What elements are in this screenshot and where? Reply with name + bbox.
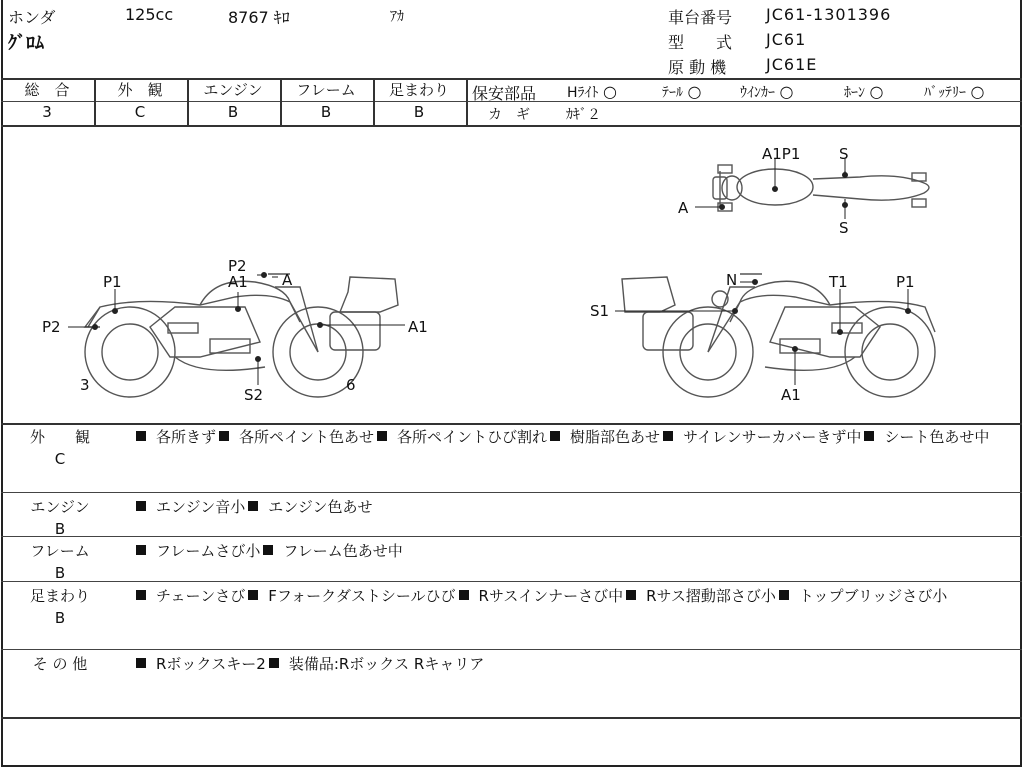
note-items [133,496,1013,519]
note-label: エンジン [30,498,90,516]
divider [1,423,1022,425]
divider [1,581,1022,582]
diagram-label: A [678,199,689,217]
safety-item-headlight [567,82,617,102]
note-item: 各所ペイントひび割れ [397,428,548,446]
displacement: 125cc [125,5,174,24]
engine-label: 原 動 機 [668,58,727,77]
engine-value: JC61E [766,55,818,74]
diagram-label: A1 [228,273,248,291]
key-value: ｶｷﾞ２ [566,107,601,123]
safety-item-winker [740,82,793,102]
note-item: 樹脂部色あせ [570,428,661,446]
note-label: フレーム [30,542,90,560]
bullet-square-icon [248,590,258,600]
safety-item-label: ﾊﾞｯﾃﾘｰ [924,85,966,101]
bullet-square-icon [864,431,874,441]
maker-name: ホンダ [8,8,56,27]
diagram-label: N [726,271,738,289]
engine-grade-label: エンジン [203,81,263,99]
bullet-square-icon [219,431,229,441]
note-items [133,653,1013,676]
divider [1,649,1022,650]
type-label: 型 式 [668,33,733,52]
frame-no-label: 車台番号 [668,8,733,27]
safety-item-label: Hﾗｲﾄ [567,85,599,101]
diagram-label: T1 [829,273,848,291]
diagram-label: S2 [244,386,264,404]
type-value: JC61 [766,30,807,49]
bullet-square-icon [136,545,146,555]
safety-item-label: ｳｲﾝｶｰ [740,85,775,101]
diagram-label: P1 [103,273,122,291]
engine-grade: B [227,103,239,121]
frame-grade: B [320,103,332,121]
diagram-label: A1 [781,386,801,404]
note-item: フレーム色あせ中 [283,542,403,560]
divider [1,492,1022,493]
key-label: カ ギ [488,107,530,123]
frame-no: JC61-1301396 [766,5,892,24]
bullet-square-icon [136,658,146,668]
note-item: エンジン色あせ [268,498,373,516]
ok-mark: ○ [687,82,702,101]
diagram-label: P2 [228,257,247,275]
bullet-square-icon [550,431,560,441]
suspension-grade-label: 足まわり [388,81,449,99]
note-items [133,540,1013,563]
bullet-square-icon [779,590,789,600]
overall-grade: 3 [42,103,52,121]
exterior-label: 外 観 [117,81,163,99]
note-grade: C [54,450,66,468]
safety-item-label: ﾃｰﾙ [662,85,683,101]
diagram-label: A1 [408,318,428,336]
diagram-label: P2 [42,318,61,336]
diagram-label: P1 [896,273,915,291]
bullet-square-icon [377,431,387,441]
note-items [133,426,1013,449]
safety-item-label: ﾎｰﾝ [844,85,865,101]
safety-label: 保安部品 [472,84,537,103]
note-item: シート色あせ中 [884,428,990,446]
suspension-grade: B [413,103,425,121]
diagram-label: S [839,219,849,237]
overall-label: 総 合 [24,81,70,99]
bullet-square-icon [663,431,673,441]
top-view-bike [713,165,929,211]
diagram-label: 6 [346,376,356,394]
bullet-square-icon [136,501,146,511]
diagram-label: A1P1 [762,145,801,163]
note-item: 各所ペイント色あせ [239,428,375,446]
note-grade: B [54,609,66,627]
bullet-square-icon [263,545,273,555]
right-side-bike [622,274,935,397]
bullet-square-icon [248,501,258,511]
divider [1,536,1022,537]
safety-item-horn [844,82,883,102]
ok-mark: ○ [602,82,617,101]
bullet-square-icon [626,590,636,600]
ok-mark: ○ [869,82,884,101]
note-item: サイレンサーカバーきず中 [683,428,862,446]
note-item: エンジン音小 [156,498,246,516]
note-grade: B [54,564,66,582]
divider [466,78,468,126]
ok-mark: ○ [779,82,794,101]
note-item: トップブリッジさび小 [798,587,948,605]
frame-grade-label: フレーム [296,81,356,99]
diagram-label: A [282,271,293,289]
bullet-square-icon [269,658,279,668]
note-item: 装備品:Rボックス Rキャリア [288,655,485,673]
exterior-grade: C [134,103,146,121]
note-item: チェーンさび [156,587,246,605]
bullet-square-icon [459,590,469,600]
ok-mark: ○ [970,82,985,101]
bullet-square-icon [136,590,146,600]
diagram-label: S [839,145,849,163]
note-label: 足まわり [29,587,90,605]
safety-item-battery [924,82,984,102]
color: ｱｶ [390,9,404,25]
note-item: Rボックスキー2 [156,655,266,673]
motorcycle-diagram [0,127,1024,423]
note-item: Rサスインナーさび中 [478,587,624,605]
bullet-square-icon [136,431,146,441]
note-grade: B [54,520,66,538]
diagram-label: S1 [590,302,610,320]
note-item: Fフォークダストシールひび [268,587,456,605]
note-label: 外 観 [29,428,90,446]
model-name: ｸﾞﾛﾑ [8,33,44,54]
divider [1,717,1022,719]
note-item: 各所きず [156,428,217,446]
note-label: そ の 他 [32,655,88,673]
note-item: フレームさび小 [156,542,261,560]
safety-item-tail [662,82,701,102]
diagram-label: 3 [80,376,90,394]
mileage: 8767 ｷﾛ [228,8,290,27]
note-item: Rサス摺動部さび小 [646,587,776,605]
note-items [133,585,1013,608]
